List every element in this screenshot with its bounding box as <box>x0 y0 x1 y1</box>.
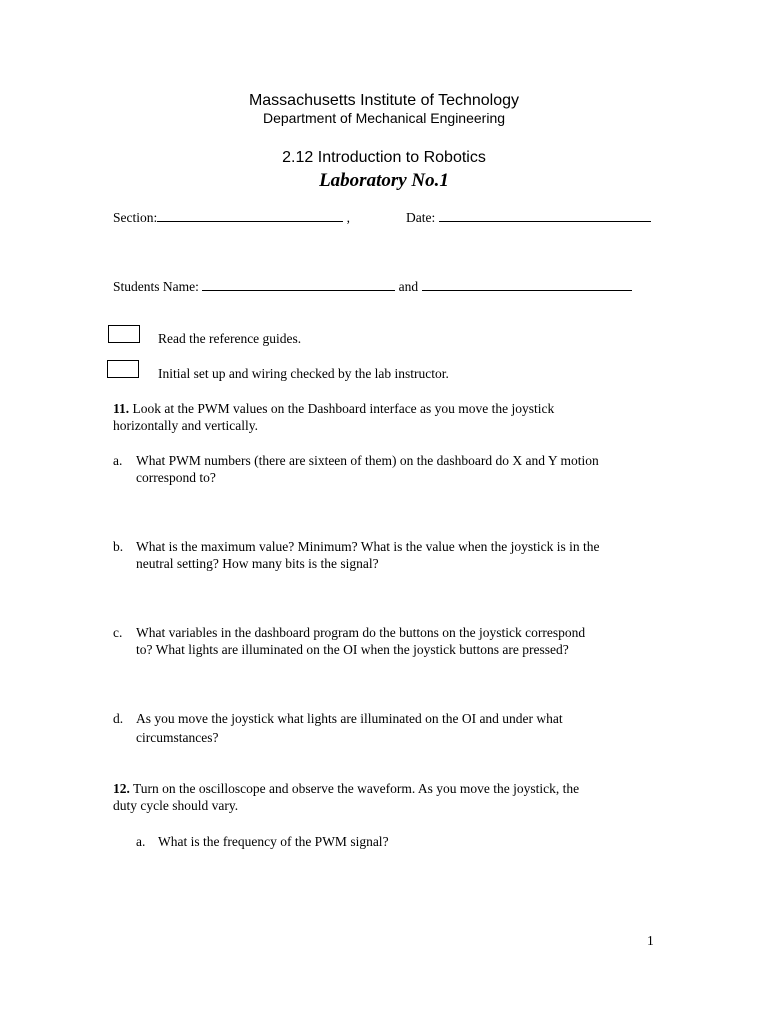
institution-title: Massachusetts Institute of Technology <box>248 92 520 109</box>
student-2-field[interactable] <box>422 278 632 291</box>
question-11-text-1: Look at the PWM values on the Dashboard interface as you move the joystick <box>132 401 555 416</box>
question-12-number: 12. <box>113 781 130 796</box>
q11-part-d-marker: d. <box>113 711 124 726</box>
q11-part-c-line-2: to? What lights are illuminated on the OI when the joystick buttons are pressed? <box>136 642 569 657</box>
q12-part-a-marker: a. <box>136 834 146 849</box>
q11-part-b-line-2: neutral setting? How many bits is the signal? <box>136 556 379 571</box>
q11-part-c-marker: c. <box>113 625 123 640</box>
section-separator: , <box>346 210 350 225</box>
date-label: Date: <box>406 210 436 225</box>
checklist-checkbox-1[interactable] <box>108 325 140 343</box>
lab-title: Laboratory No.1 <box>319 170 449 191</box>
q11-part-a-marker: a. <box>113 453 123 468</box>
students-row <box>113 278 632 295</box>
question-12-text-1: Turn on the oscilloscope and observe the waveform. As you move the joystick, the <box>133 781 580 796</box>
q11-part-c-line-1: What variables in the dashboard program do the buttons on the joystick correspond <box>136 625 586 640</box>
q11-part-b-marker: b. <box>113 539 124 554</box>
checklist-checkbox-2[interactable] <box>107 360 139 378</box>
section-row <box>113 209 350 226</box>
section-field[interactable] <box>157 209 343 222</box>
student-1-field[interactable] <box>202 278 395 291</box>
checklist-item-1-label: Read the reference guides. <box>158 331 302 346</box>
q11-part-b-line-1: What is the maximum value? Minimum? What is the value when the joystick is in the <box>136 539 600 554</box>
q11-part-a-line-1: What PWM numbers (there are sixteen of them) on the dashboard do X and Y motion <box>136 453 599 468</box>
section-label: Section: <box>113 210 158 225</box>
date-field[interactable] <box>439 209 651 222</box>
department-title: Department of Mechanical Engineering <box>262 110 506 126</box>
course-title: 2.12 Introduction to Robotics <box>282 149 486 166</box>
question-12-text-2: duty cycle should vary. <box>113 798 239 813</box>
students-and: and <box>398 279 419 294</box>
checklist-item-2-label: Initial set up and wiring checked by the lab instructor. <box>158 366 449 381</box>
question-12-line-1 <box>113 780 579 797</box>
q11-part-d-line-2: circumstances? <box>136 730 219 745</box>
question-11-line-1 <box>113 400 554 417</box>
date-row <box>406 209 651 226</box>
page-number: 1 <box>647 933 654 948</box>
q12-part-a-line-1: What is the frequency of the PWM signal? <box>158 834 389 849</box>
q11-part-a-line-2: correspond to? <box>136 470 216 485</box>
question-11-number: 11. <box>113 401 130 416</box>
question-11-text-2: horizontally and vertically. <box>113 418 258 433</box>
students-label: Students Name: <box>113 279 199 294</box>
q11-part-d-line-1: As you move the joystick what lights are illuminated on the OI and under what <box>136 711 563 726</box>
